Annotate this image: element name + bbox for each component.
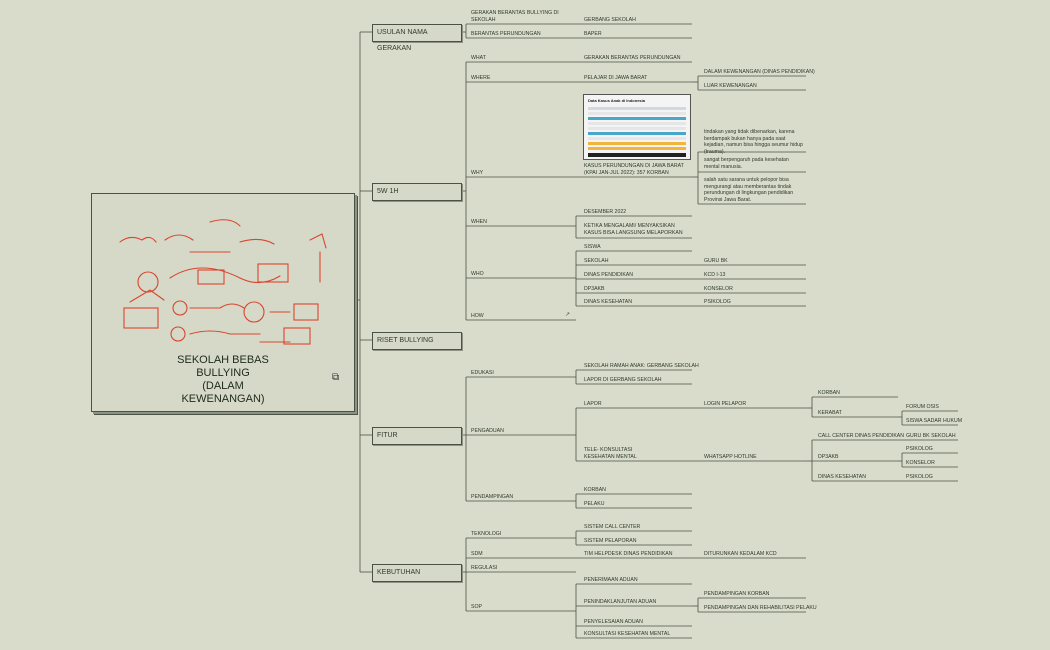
kasus-data-image[interactable] [583,94,691,160]
lapor-label[interactable]: LAPOR [584,401,602,407]
why-reason[interactable]: sangat berpengaruh pada kesehatan mental manusia. [704,157,789,170]
edukasi-item[interactable]: SEKOLAH RAMAH ANAK: GERBANG SEKOLAH [584,363,699,369]
kerabat-item[interactable]: KERABAT [818,410,842,416]
what-label[interactable]: WHAT [471,55,486,61]
dinkes-subitem[interactable]: PSIKOLOG [906,474,933,480]
where-value[interactable]: PELAJAR DI JAWA BARAT [584,75,648,81]
why-caption[interactable]: KASUS PERUNDUNGAN DI JAWA BARAT (KPAI JAN-JUL 2022): 357 KORBAN [584,163,684,176]
edukasi-label[interactable]: EDUKASI [471,370,494,376]
sop-item[interactable]: PENYELESAIAN ADUAN [584,619,643,625]
when-label[interactable]: WHEN [471,219,487,225]
usulan-item-left[interactable]: GERAKAN BERANTAS BULLYING DI SEKOLAH [471,10,559,23]
how-label[interactable]: HOW [471,313,484,319]
root-title: SEKOLAH BEBAS BULLYING (DALAM KEWENANGAN) [177,354,269,405]
who-subitem[interactable]: GURU BK [704,258,728,264]
node-fitur[interactable]: FITUR [372,427,462,445]
sdm-detail[interactable]: DITURUNKAN KEDALAM KCD [704,551,777,557]
who-item[interactable]: SEKOLAH [584,258,609,264]
teknologi-item[interactable]: SISTEM CALL CENTER [584,524,641,530]
external-link-icon[interactable]: ↗ [565,312,571,318]
dp3akb-subitem[interactable]: PSIKOLOG [906,446,933,452]
who-subitem[interactable]: KCD I-13 [704,272,726,278]
sdm-label[interactable]: SDM [471,551,483,557]
sdm-value[interactable]: TIM HELPDESK DINAS PENDIDIKAN [584,551,673,557]
why-label[interactable]: WHY [471,170,484,176]
who-item[interactable]: DP3AKB [584,286,605,292]
link-icon[interactable]: ⧉ [332,372,340,383]
sop-subitem[interactable]: PENDAMPINGAN KORBAN [704,591,770,597]
pendampingan-label[interactable]: PENDAMPINGAN [471,494,514,500]
who-label[interactable]: WHO [471,271,484,277]
korban-item[interactable]: KORBAN [818,390,840,396]
when-item[interactable]: KETIKA MENGALAMI/ MENYAKSIKAN KASUS BISA LANGSUNG MELAPORKAN [584,223,683,236]
kerabat-subitem[interactable]: SISWA SADAR HUKUM [906,418,963,424]
usulan-item-right[interactable]: BAPER [584,31,602,37]
pendampingan-item[interactable]: KORBAN [584,487,606,493]
whatsapp-hotline[interactable]: WHATSAPP HOTLINE [704,454,757,460]
tele-label[interactable]: TELE- KONSULTASI KESEHATAN MENTAL [584,447,637,460]
callcenter-item[interactable]: CALL CENTER DINAS PENDIDIKAN [818,433,904,439]
sketch-image [110,212,340,352]
image-title: Data Kasus Anak di Indonesia [588,98,645,103]
node-5w1h[interactable]: 5W 1H [372,183,462,201]
pengaduan-label[interactable]: PENGADUAN [471,428,504,434]
node-kebutuhan[interactable]: KEBUTUHAN [372,564,462,582]
node-usulan[interactable]: USULAN NAMA GERAKAN [372,24,462,42]
sop-item[interactable]: PENINDAKLANJUTAN ADUAN [584,599,657,605]
why-reason[interactable]: tindakan yang tidak dibenarkan, karena berdampak bukan hanya pada saat kejadian, namun bisa hingga seumur hidup (trauma). [704,129,803,155]
dinkes-item[interactable]: DINAS KESEHATAN [818,474,866,480]
dp3akb-item[interactable]: DP3AKB [818,454,839,460]
usulan-item-left[interactable]: BERANTAS PERUNDUNGAN [471,31,541,37]
dp3akb-subitem[interactable]: KONSELOR [906,460,935,466]
who-subitem[interactable]: PSIKOLOG [704,299,731,305]
edukasi-item[interactable]: LAPOR DI GERBANG SEKOLAH [584,377,662,383]
what-value[interactable]: GERAKAN BERANTAS PERUNDUNGAN [584,55,681,61]
kerabat-subitem[interactable]: FORUM OSIS [906,404,939,410]
who-item[interactable]: DINAS PENDIDIKAN [584,272,634,278]
root-node[interactable] [91,193,355,412]
sop-subitem[interactable]: PENDAMPINGAN DAN REHABILITASI PELAKU [704,605,817,611]
when-item[interactable]: DESEMBER 2022 [584,209,627,215]
pendampingan-item[interactable]: PELAKU [584,501,605,507]
who-subitem[interactable]: KONSELOR [704,286,733,292]
why-reason[interactable]: salah satu sarana untuk pelopor bisa mengurangi atau memberantas tindak perundungan di lingkungan pendidikan Provinsi Jawa Barat. [704,177,794,203]
who-item[interactable]: DINAS KESEHATAN [584,299,632,305]
login-pelapor[interactable]: LOGIN PELAPOR [704,401,747,407]
node-riset[interactable]: RISET BULLYING [372,332,462,350]
teknologi-label[interactable]: TEKNOLOGI [471,531,502,537]
where-child[interactable]: LUAR KEWENANGAN [704,83,757,89]
sop-label[interactable]: SOP [471,604,482,610]
callcenter-subitem[interactable]: GURU BK SEKOLAH [906,433,956,439]
sop-item[interactable]: PENERIMAAN ADUAN [584,577,638,583]
sop-item[interactable]: KONSULTASI KESEHATAN MENTAL [584,631,671,637]
where-child[interactable]: DALAM KEWENANGAN (DINAS PENDIDIKAN) [704,69,815,75]
where-label[interactable]: WHERE [471,75,491,81]
who-item[interactable]: SISWA [584,244,601,250]
teknologi-item[interactable]: SISTEM PELAPORAN [584,538,637,544]
regulasi-label[interactable]: REGULASI [471,565,498,571]
usulan-item-right[interactable]: GERBANG SEKOLAH [584,17,636,23]
